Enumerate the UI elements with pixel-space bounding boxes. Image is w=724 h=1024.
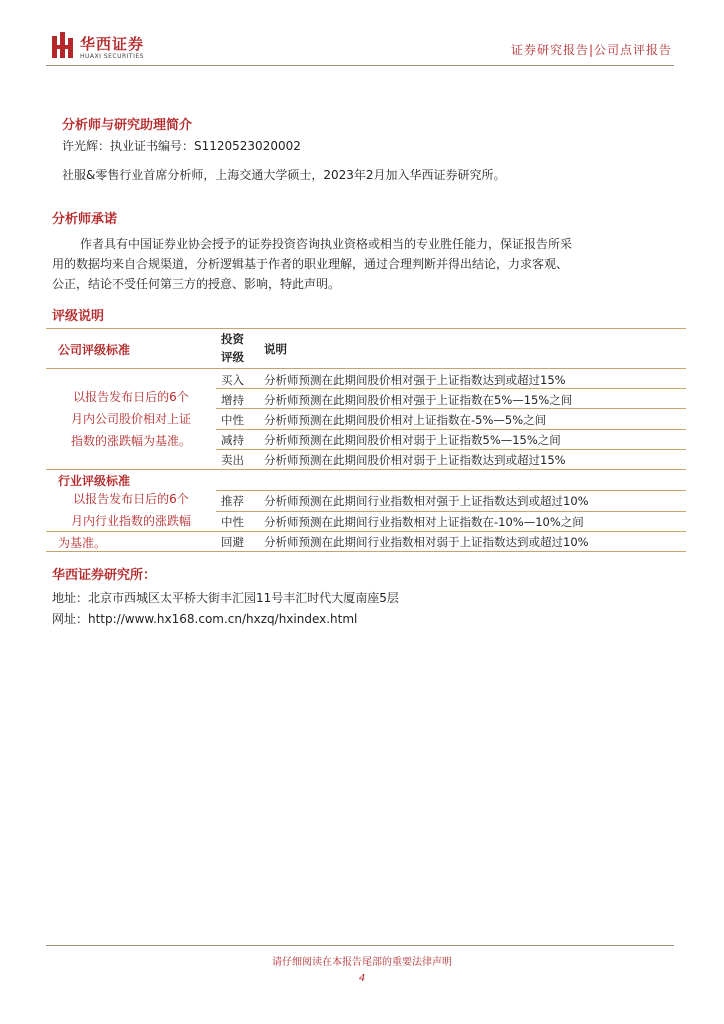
company-rating-underweight: 减持 — [221, 433, 244, 447]
company-rating-neutral-desc: 分析师预测在此期间股价相对上证指数在-5%—5%之间 — [264, 413, 547, 427]
rating-column-header-1: 投资 — [221, 332, 244, 346]
analyst-bio: 社服&零售行业首席分析师，上海交通大学硕士，2023年2月加入华西证券研究所。 — [62, 168, 506, 182]
logo-icon — [52, 32, 74, 58]
institute-section-title: 华西证券研究所： — [52, 568, 157, 583]
company-rating-neutral: 中性 — [221, 413, 244, 427]
rating-section-title: 评级说明 — [52, 309, 105, 324]
company-rating-overweight: 增持 — [221, 393, 244, 407]
industry-basis: 以报告发布日后的6个 月内行业指数的涨跌幅 为基准。 — [58, 492, 191, 550]
analyst-name-line: 许光辉：执业证书编号：S1120523020002 — [62, 139, 301, 153]
logo-subtext: HUAXI SECURITIES — [80, 53, 144, 60]
company-rating-header: 公司评级标准 — [58, 343, 131, 357]
logo-text: 华西证券 — [80, 35, 145, 53]
company-rating-overweight-desc: 分析师预测在此期间股价相对强于上证指数在5%—15%之间 — [264, 393, 573, 407]
company-rating-sell: 卖出 — [221, 453, 244, 467]
page-number: 4 — [358, 973, 366, 984]
analyst-section-title: 分析师与研究助理简介 — [62, 118, 193, 133]
company-basis: 以报告发布日后的6个 月内公司股价相对上证 指数的涨跌幅为基准。 — [70, 390, 191, 448]
company-rating-sell-desc: 分析师预测在此期间股价相对弱于上证指数达到或超过15% — [264, 453, 566, 467]
industry-rating-recommend-desc: 分析师预测在此期间行业指数相对强于上证指数达到或超过10% — [264, 494, 589, 508]
industry-rating-recommend: 推荐 — [221, 494, 244, 508]
industry-rating-avoid: 回避 — [221, 535, 244, 549]
header-divider — [46, 65, 674, 66]
rating-column-header-2: 评级 — [221, 350, 244, 364]
institute-website[interactable]: 网址：http://www.hx168.com.cn/hxzq/hxindex.html — [52, 612, 358, 626]
industry-rating-header: 行业评级标准 — [58, 474, 131, 488]
legal-notice: 请仔细阅读在本报告尾部的重要法律声明 — [272, 957, 452, 968]
report-type: 证券研究报告|公司点评报告 — [510, 43, 672, 57]
commitment-line-3: 公正，结论不受任何第三方的授意、影响，特此声明。 — [52, 277, 341, 291]
company-rating-underweight-desc: 分析师预测在此期间股价相对弱于上证指数5%—15%之间 — [264, 433, 561, 447]
industry-rating-neutral-desc: 分析师预测在此期间行业指数相对上证指数在-10%—10%之间 — [264, 515, 584, 529]
description-column-header: 说明 — [264, 342, 287, 356]
company-rating-buy: 买入 — [221, 373, 244, 387]
commitment-line-1: 作者具有中国证券业协会授予的证券投资咨询执业资格或相当的专业胜任能力，保证报告所采 — [80, 237, 573, 251]
institute-address: 地址：北京市西城区太平桥大街丰汇园11号丰汇时代大厦南座5层 — [52, 591, 399, 605]
company-rating-buy-desc: 分析师预测在此期间股价相对强于上证指数达到或超过15% — [264, 373, 566, 387]
industry-rating-neutral: 中性 — [221, 515, 244, 529]
rating-table — [46, 328, 686, 553]
industry-rating-avoid-desc: 分析师预测在此期间行业指数相对弱于上证指数达到或超过10% — [264, 535, 589, 549]
commitment-line-2: 用的数据均来自合规渠道，分析逻辑基于作者的职业理解，通过合理判断并得出结论，力求客观、 — [52, 257, 569, 271]
footer-divider — [46, 945, 674, 946]
commitment-section-title: 分析师承诺 — [52, 212, 118, 227]
